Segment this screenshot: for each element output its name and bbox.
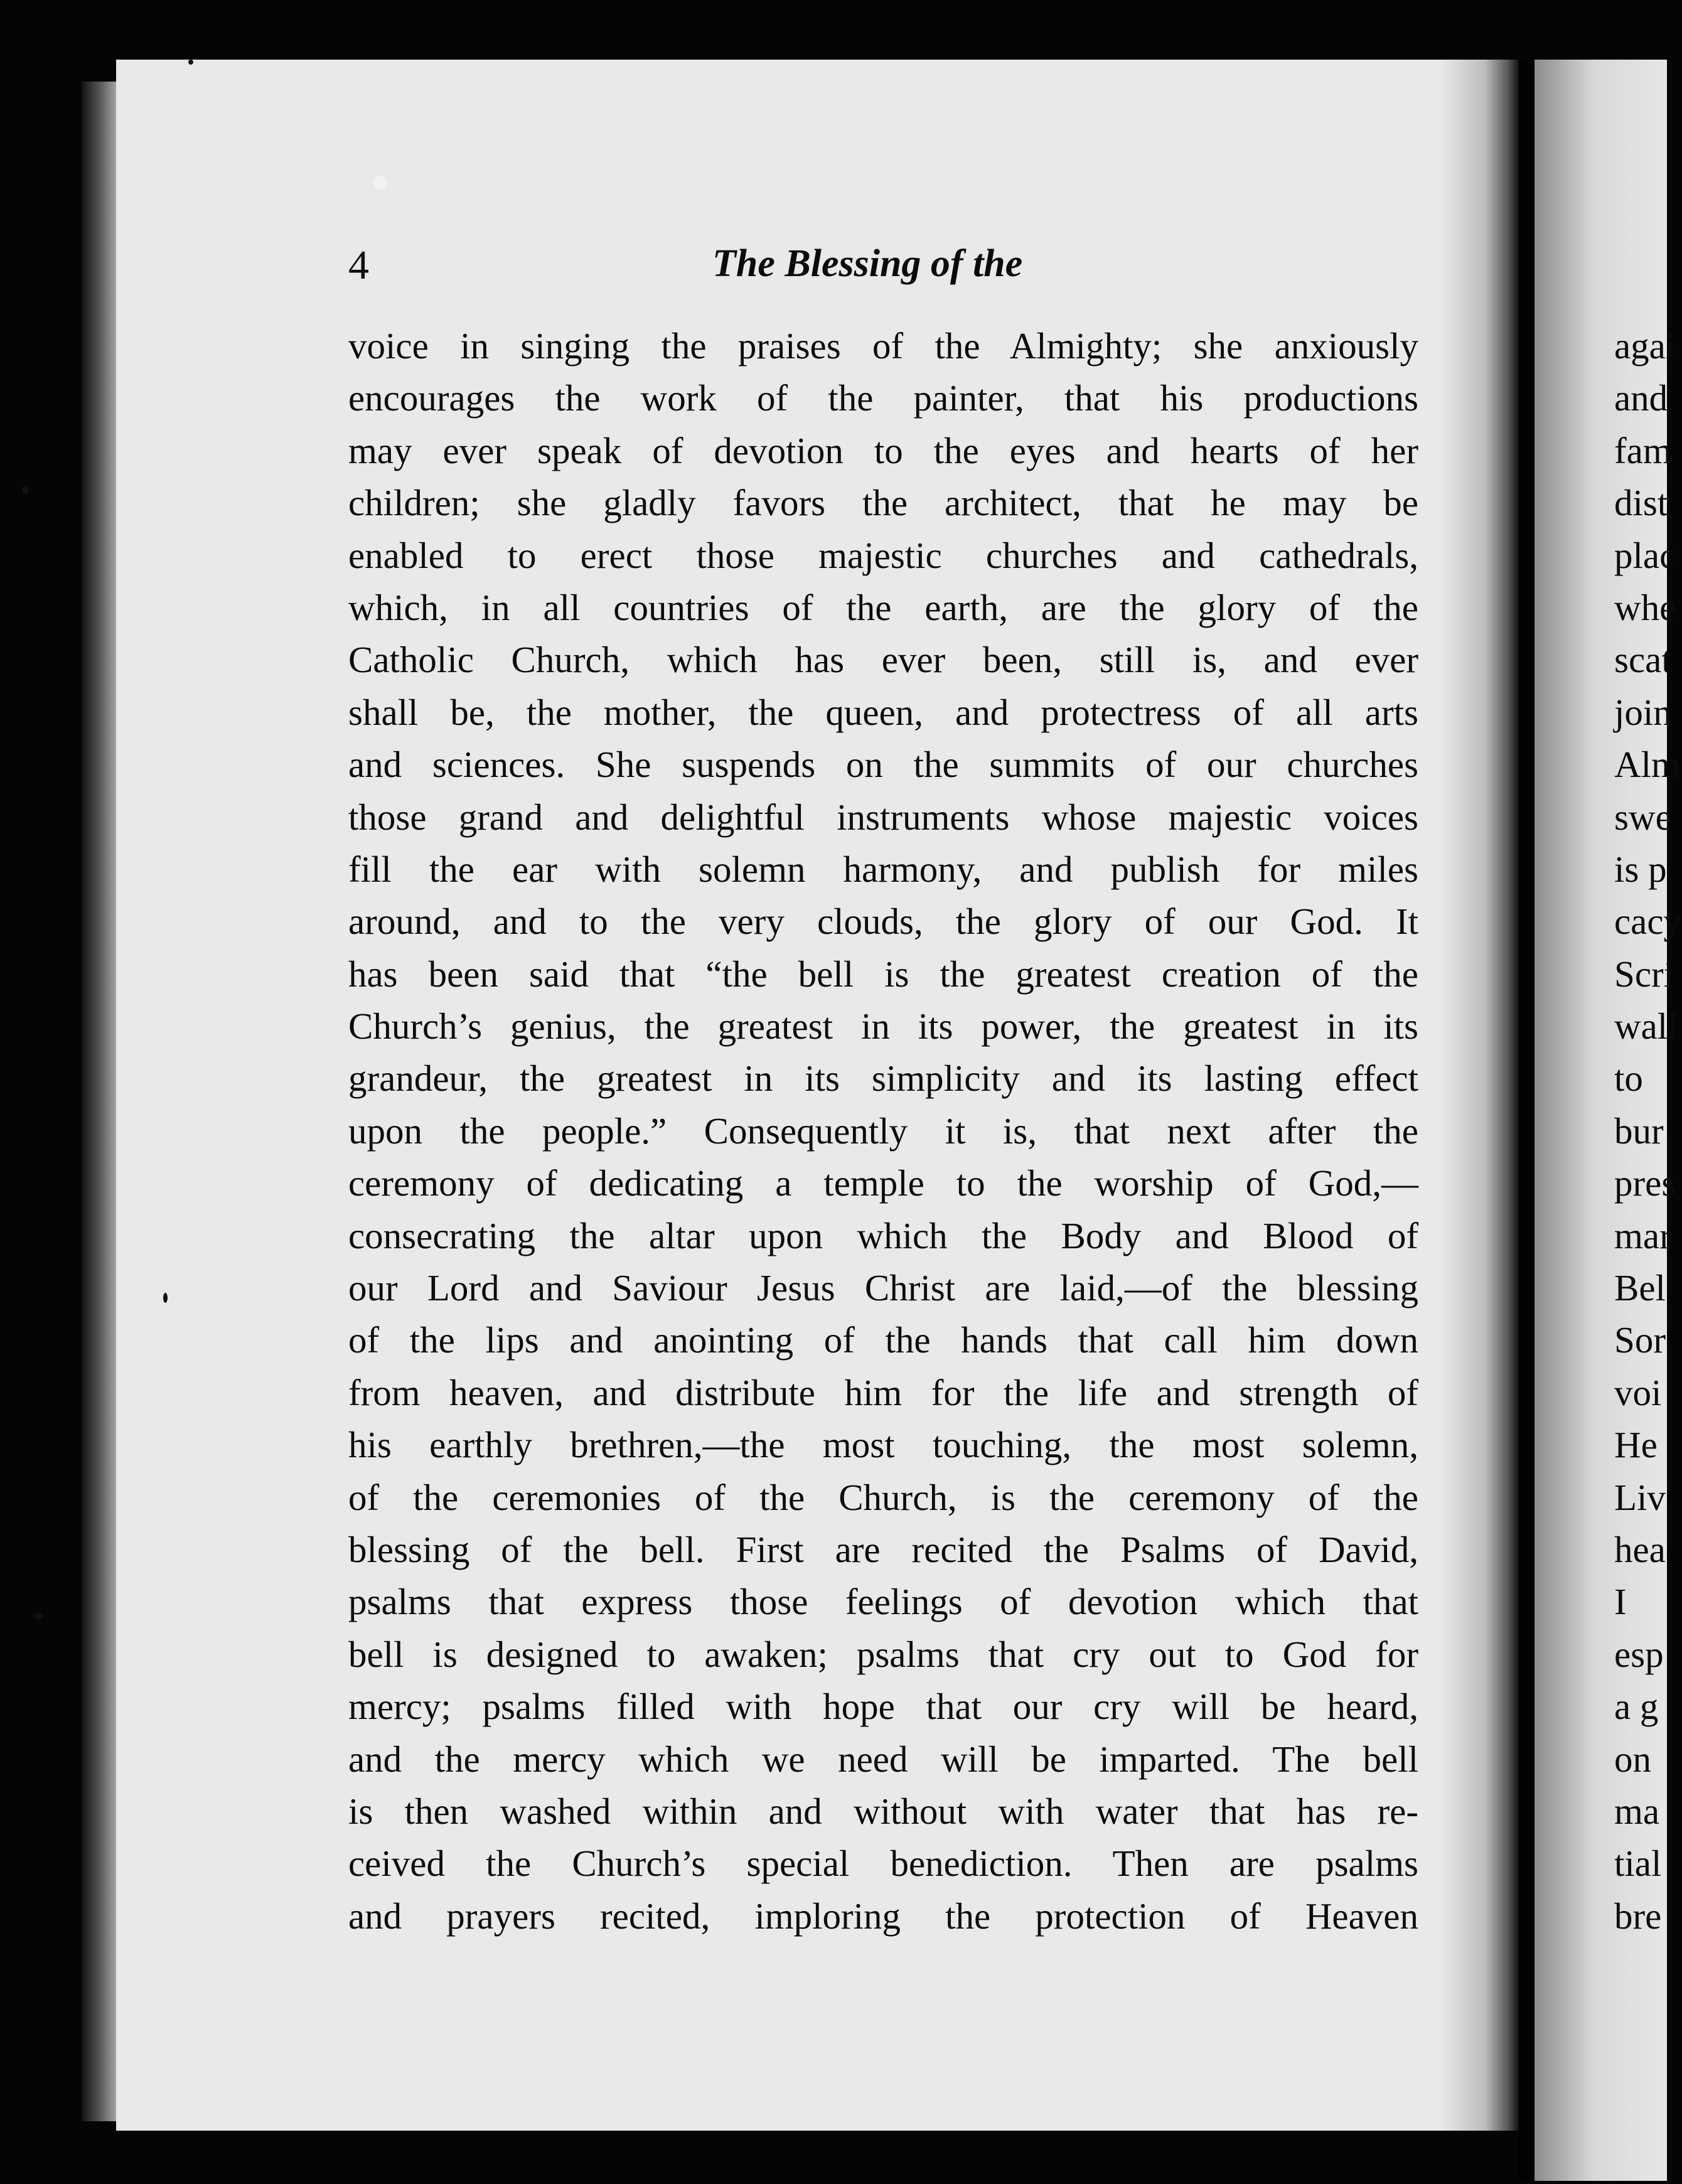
facing-text-fragment: scat [1614, 639, 1672, 681]
facing-text-fragment: bur [1614, 1110, 1664, 1152]
facing-text-fragment: is p [1614, 848, 1667, 890]
facing-text-fragment: to [1614, 1057, 1643, 1100]
facing-text-fragment: I [1614, 1581, 1627, 1623]
text-line: those grand and delightful instruments whose majestic voices [348, 796, 1418, 838]
facing-text-fragment: dist [1614, 482, 1668, 524]
text-line: grandeur, the greatest in its simplicity and its lasting effect [348, 1057, 1418, 1100]
text-line: has been said that “the bell is the greatest creation of the [348, 953, 1418, 995]
text-line: encourages the work of the painter, that his productions [348, 377, 1418, 419]
facing-text-fragment: wall [1614, 1005, 1678, 1047]
text-line: may ever speak of devotion to the eyes and hearts of her [348, 429, 1418, 471]
facing-text-fragment: cacy [1614, 901, 1682, 943]
facing-text-fragment: a g [1614, 1686, 1659, 1728]
facing-text-fragment: esp [1614, 1633, 1664, 1675]
facing-text-fragment: and [1614, 377, 1668, 419]
text-line: children; she gladly favors the architect, that he may be [348, 482, 1418, 524]
facing-text-fragment: Sor [1614, 1319, 1666, 1361]
facing-text-fragment: on [1614, 1738, 1651, 1780]
text-line: shall be, the mother, the queen, and protectress of all arts [348, 691, 1418, 733]
text-line: bell is designed to awaken; psalms that cry out to God for [348, 1633, 1418, 1675]
text-line: ceremony of dedicating a temple to the worship of God,— [348, 1162, 1418, 1204]
text-line: consecrating the altar upon which the Body and Blood of [348, 1214, 1418, 1256]
facing-text-fragment: swe [1614, 796, 1672, 838]
text-line: around, and to the very clouds, the glory of our God. It [348, 901, 1418, 943]
facing-text-fragment: plac [1614, 534, 1676, 576]
dust-speck [22, 486, 28, 494]
text-line: blessing of the bell. First are recited the Psalms of David, [348, 1528, 1418, 1570]
facing-text-fragment: voi [1614, 1371, 1662, 1413]
facing-text-fragment: pres [1614, 1162, 1676, 1204]
text-line: our Lord and Saviour Jesus Christ are laid,—of the blessing [348, 1267, 1418, 1309]
text-line: and the mercy which we need will be imparted. The bell [348, 1738, 1418, 1780]
text-line: ceived the Church’s special benediction. Then are psalms [348, 1843, 1418, 1885]
page-number: 4 [348, 242, 369, 288]
text-line: upon the people.” Consequently it is, that next after the [348, 1110, 1418, 1152]
text-line: his earthly brethren,—the most touching, the most solemn, [348, 1424, 1418, 1466]
dust-speck [188, 60, 193, 65]
facing-text-fragment: fam [1614, 429, 1672, 471]
text-line: fill the ear with solemn harmony, and publish for miles [348, 848, 1418, 890]
body-text [348, 320, 1418, 1942]
facing-text-fragment: Alm [1614, 744, 1680, 786]
facing-text-fragment: Scri [1614, 953, 1674, 995]
facing-page-text [1614, 320, 1682, 1942]
facing-text-fragment: mar [1614, 1214, 1672, 1256]
text-line: and sciences. She suspends on the summits of our churches [348, 744, 1418, 786]
facing-text-fragment: Liv [1614, 1476, 1666, 1518]
text-line: of the ceremonies of the Church, is the ceremony of the [348, 1476, 1418, 1518]
book-gutter [1519, 60, 1535, 2181]
text-line: psalms that express those feelings of devotion which that [348, 1581, 1418, 1623]
facing-text-fragment: He [1614, 1424, 1658, 1466]
running-head [348, 242, 1422, 298]
text-line: of the lips and anointing of the hands that call him down [348, 1319, 1418, 1361]
dust-speck [35, 1613, 43, 1619]
dust-speck [373, 176, 387, 190]
facing-text-fragment: ma [1614, 1790, 1660, 1832]
running-title: The Blessing of the [712, 242, 1023, 285]
dust-speck [163, 1293, 168, 1303]
facing-text-fragment: whe [1614, 586, 1676, 628]
facing-text-fragment: join [1614, 691, 1672, 733]
facing-text-fragment: bre [1614, 1895, 1662, 1937]
text-line: voice in singing the praises of the Almighty; she anxiously [348, 325, 1418, 367]
text-line: is then washed within and without with water that has re- [348, 1790, 1418, 1832]
text-line: and prayers recited, imploring the protection of Heaven [348, 1895, 1418, 1937]
page-spine [1444, 60, 1519, 2131]
facing-text-fragment: hea [1614, 1528, 1666, 1570]
facing-text-fragment: agai [1614, 325, 1676, 367]
text-line: mercy; psalms filled with hope that our cry will be heard, [348, 1686, 1418, 1728]
text-line: from heaven, and distribute him for the life and strength of [348, 1371, 1418, 1413]
facing-text-fragment: tial [1614, 1843, 1662, 1885]
text-line: Church’s genius, the greatest in its power, the greatest in its [348, 1005, 1418, 1047]
text-line: enabled to erect those majestic churches and cathedrals, [348, 534, 1418, 576]
text-line: Catholic Church, which has ever been, still is, and ever [348, 639, 1418, 681]
facing-text-fragment: Bel [1614, 1267, 1666, 1309]
text-line: which, in all countries of the earth, are the glory of the [348, 586, 1418, 628]
